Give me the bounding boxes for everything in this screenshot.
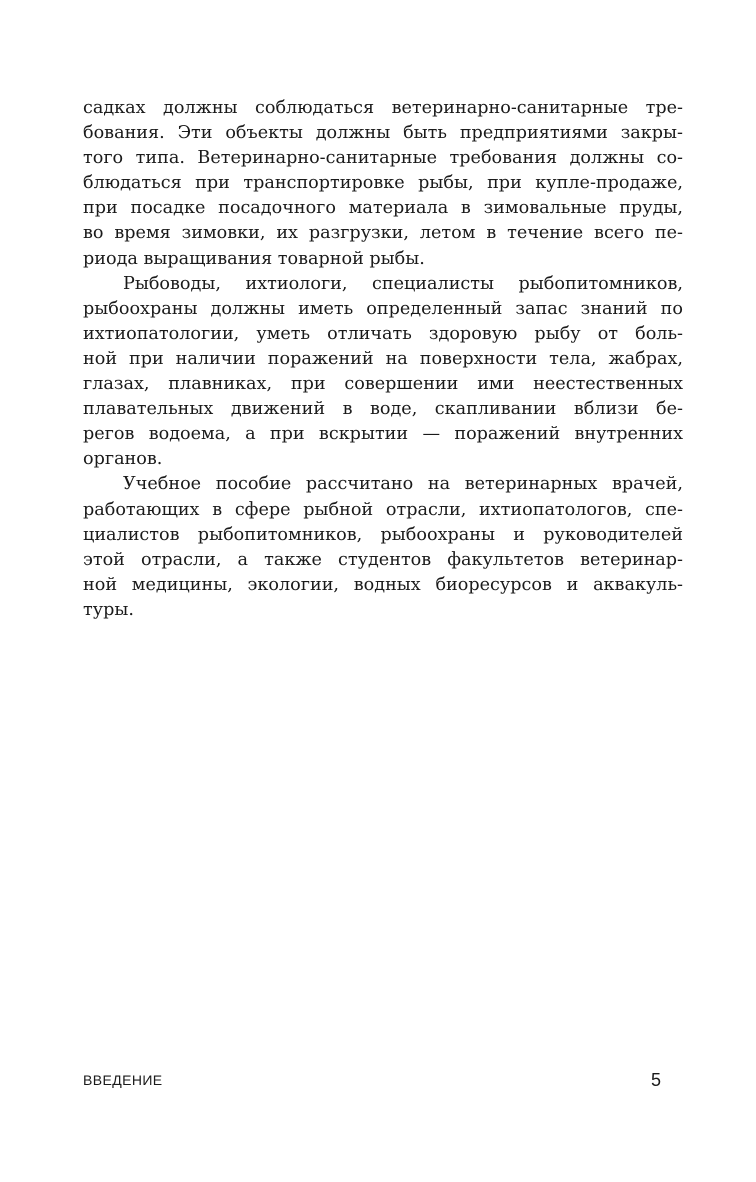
text-line: этой отрасли, а также студентов факультетов ветеринар- [83, 549, 683, 570]
text-line: регов водоема, а при вскрытии — поражений внутренних [83, 424, 683, 445]
text-line: ной при наличии поражений на поверхности тела, жабрах, [83, 348, 683, 369]
text-line: того типа. Ветеринарно-санитарные требования должны со- [83, 148, 683, 169]
text-line: во время зимовки, их разгрузки, летом в течение всего пе- [83, 223, 683, 244]
body-text [83, 96, 683, 623]
paragraph [83, 472, 683, 623]
text-line: глазах, плавниках, при совершении ими неестественных [83, 374, 683, 395]
text-line: садках должны соблюдаться ветеринарно-санитарные тре- [83, 98, 683, 118]
running-footer-section-title: ВВЕДЕНИЕ [83, 1072, 163, 1088]
text-line: ихтиопатологии, уметь отличать здоровую рыбу от боль- [83, 323, 683, 344]
text-line: работающих в сфере рыбной отрасли, ихтиопатологов, спе- [83, 499, 683, 520]
text-line: Учебное пособие рассчитано на ветеринарных врачей, [123, 474, 683, 495]
text-line: туры. [83, 599, 134, 620]
paragraph [83, 272, 683, 473]
text-line: органов. [83, 449, 163, 470]
text-line: бования. Эти объекты должны быть предприятиями закры- [83, 123, 683, 144]
text-line: плавательных движений в воде, скапливании вблизи бе- [83, 399, 683, 420]
text-line: риода выращивания товарной рыбы. [83, 248, 425, 269]
text-line: Рыбоводы, ихтиологи, специалисты рыбопитомников, [123, 273, 683, 294]
text-line: циалистов рыбопитомников, рыбоохраны и руководителей [83, 524, 683, 545]
text-line: блюдаться при транспортировке рыбы, при купле-продаже, [83, 173, 683, 194]
text-line: рыбоохраны должны иметь определенный запас знаний по [83, 298, 683, 319]
text-line: при посадке посадочного материала в зимовальные пруды, [83, 198, 683, 219]
text-line: ной медицины, экологии, водных биоресурсов и аквакуль- [83, 574, 683, 595]
paragraph [83, 96, 683, 272]
page-number: 5 [650, 1070, 661, 1090]
